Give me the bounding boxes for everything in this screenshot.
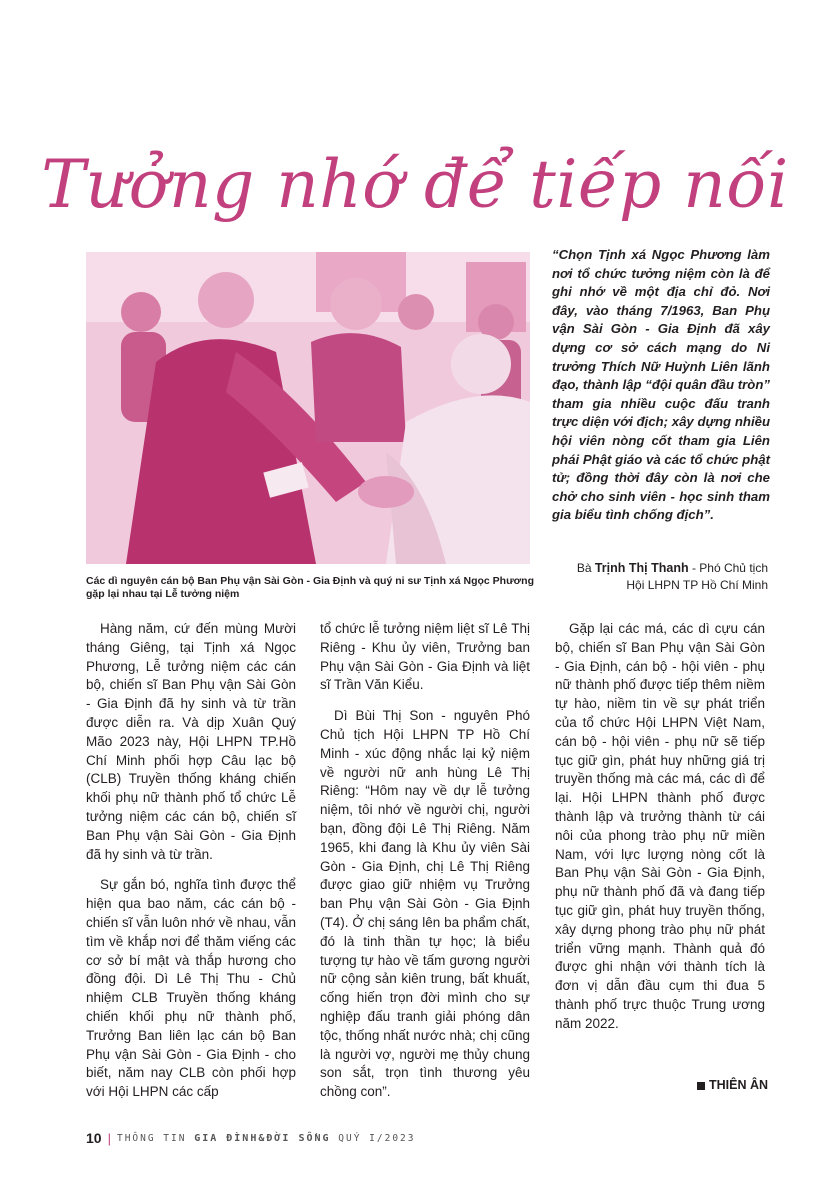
- photo-illustration: [86, 252, 530, 564]
- paragraph: Hàng năm, cứ đến mùng Mười tháng Giêng, tại Tịnh xá Ngọc Phương, Lễ tưởng niệm các cán bộ, chiến sĩ Ban Phụ vận Sài Gòn - Gia Định đã hy sinh và từ trần được diễn ra. Và dịp Xuân Quý Mão 2023 này, Hội LHPN TP.Hồ Chí Minh phối hợp Câu lạc bộ (CLB) Truyền thống kháng chiến khối phụ nữ thành phố tổ chức Lễ tưởng niệm các cán bộ, chiến sĩ Ban Phụ vận Sài Gòn - Gia Định đã hy sinh và từ trần.: [86, 621, 296, 862]
- author-byline: [697, 1078, 768, 1092]
- square-bullet-icon: [697, 1082, 705, 1090]
- paragraph: tổ chức lễ tưởng niệm liệt sĩ Lê Thị Riêng - Khu ủy viên, Trưởng ban Phụ vận Sài Gòn - Gia Định và liệt sĩ Trần Văn Kiểu.: [320, 621, 530, 693]
- source-role: - Phó Chủ tịch: [691, 561, 768, 575]
- body-column-1: [86, 620, 296, 1114]
- author-name: THIÊN ÂN: [708, 1078, 768, 1092]
- body-column-3: [555, 620, 765, 1046]
- source-organization: Hội LHPN TP Hồ Chí Minh: [626, 578, 768, 592]
- paragraph: Sự gắn bó, nghĩa tình được thể hiện qua bao năm, các cán bộ - chiến sĩ vẫn luôn nhớ về nhau, vẫn tìm về khắp nơi để thăm viếng các cơ sở bí mật và thắp hương cho đồng đội. Dì Lê Thị Thu - Chủ nhiệm CLB Truyền thống kháng chiến khối phụ nữ thành phố, Trưởng Ban liên lạc cán bộ Ban Phụ vận Sài Gòn - Gia Định - cho biết, năm nay CLB còn phối hợp với Hội LHPN các cấp: [86, 877, 296, 1100]
- paragraph: Gặp lại các má, các dì cựu cán bộ, chiến sĩ Ban Phụ vận Sài Gòn - Gia Định, cán bộ - hội viên - phụ nữ thành phố được tiếp thêm niềm tự hào, niềm tin về sự phát triển của tổ chức Hội LHPN Việt Nam, cán bộ - hội viên - phụ nữ sẽ tiếp tục giữ gìn, phát huy những giá trị truyền thống mà các má, các dì để lại. Hội LHPN thành phố được thành lập và trưởng thành từ cái nôi của phong trào phụ nữ miền Nam, với lực lượng nòng cốt là Ban Phụ vận Sài Gòn - Gia Định, phụ nữ thành phố đã và đang tiếp tục giữ gìn, phát huy truyền thống, xây dựng phong trào phụ nữ phát triển vững mạnh. Thành quả đó được ghi nhận với thành tích là đơn vị dẫn đầu cụm thi đua 5 thành phố trực thuộc Trung ương năm 2022.: [555, 621, 765, 1031]
- article-photo: [86, 252, 530, 564]
- pull-quote: “Chọn Tịnh xá Ngọc Phương làm nơi tổ chức tưởng niệm còn là để ghi nhớ về một địa chỉ đỏ. Nơi đây, vào tháng 7/1963, Ban Phụ vận Sài Gòn - Gia Định đã xây dựng cơ sở cách mạng do Ni trưởng Thích Nữ Huỳnh Liên lãnh đạo, thành lập “đội quân đầu tròn” tham gia nhiều cuộc đấu tranh trực diện với địch; xây dựng nhiều hội viên nòng cốt tham gia Liên phái Phật giáo và các tổ chức phật tử; đồng thời đây còn là nơi che chở cho sinh viên - học sinh tham gia biểu tình chống địch”.: [552, 247, 770, 523]
- magazine-title: GIA ĐÌNH&ĐỜI SỐNG: [194, 1132, 331, 1144]
- source-prefix: Bà: [576, 561, 592, 575]
- magazine-prefix: THÔNG TIN: [116, 1132, 187, 1144]
- magazine-name: [117, 1133, 416, 1144]
- photo-caption: Các dì nguyên cán bộ Ban Phụ vận Sài Gòn - Gia Định và quý ni sư Tịnh xá Ngọc Phương gặp lại nhau tại Lễ tưởng niệm: [86, 575, 534, 600]
- magazine-issue: QUÝ I/2023: [338, 1132, 416, 1144]
- body-column-2: [320, 620, 530, 1114]
- footer-separator: |: [107, 1130, 111, 1146]
- article-headline: Tưởng nhớ để tiếp nối: [41, 146, 789, 223]
- source-name: Trịnh Thị Thanh: [594, 561, 689, 575]
- page-footer: [86, 1130, 415, 1146]
- paragraph: Dì Bùi Thị Son - nguyên Phó Chủ tịch Hội LHPN TP Hồ Chí Minh - xúc động nhắc lại kỷ niệm về người nữ anh hùng Lê Thị Riêng: “Hôm nay về dự lễ tưởng niệm, tôi nhớ về người chị, người bạn, đồng đội Lê Thị Riêng. Năm 1965, khi đang là Khu ủy viên Sài Gòn - Gia Định, chị Lê Thị Riêng được giao giữ nhiệm vụ Trưởng ban Phụ vận Sài Gòn - Gia Định (T4). Ở chị sáng lên ba phẩm chất, đó là tinh thần tự học; là biểu tượng tự hào về tấm gương người nữ cộng sản kiên trung, bất khuất, cống hiến trọn đời mình cho sự nghiệp đấu tranh giải phóng dân tộc, thống nhất nước nhà; chị cũng là người vợ, người mẹ thủy chung son sắt, trọn tình thương yêu chồng con”.: [320, 708, 530, 1100]
- page-number: 10: [86, 1130, 102, 1146]
- pull-quote-source: [552, 560, 768, 594]
